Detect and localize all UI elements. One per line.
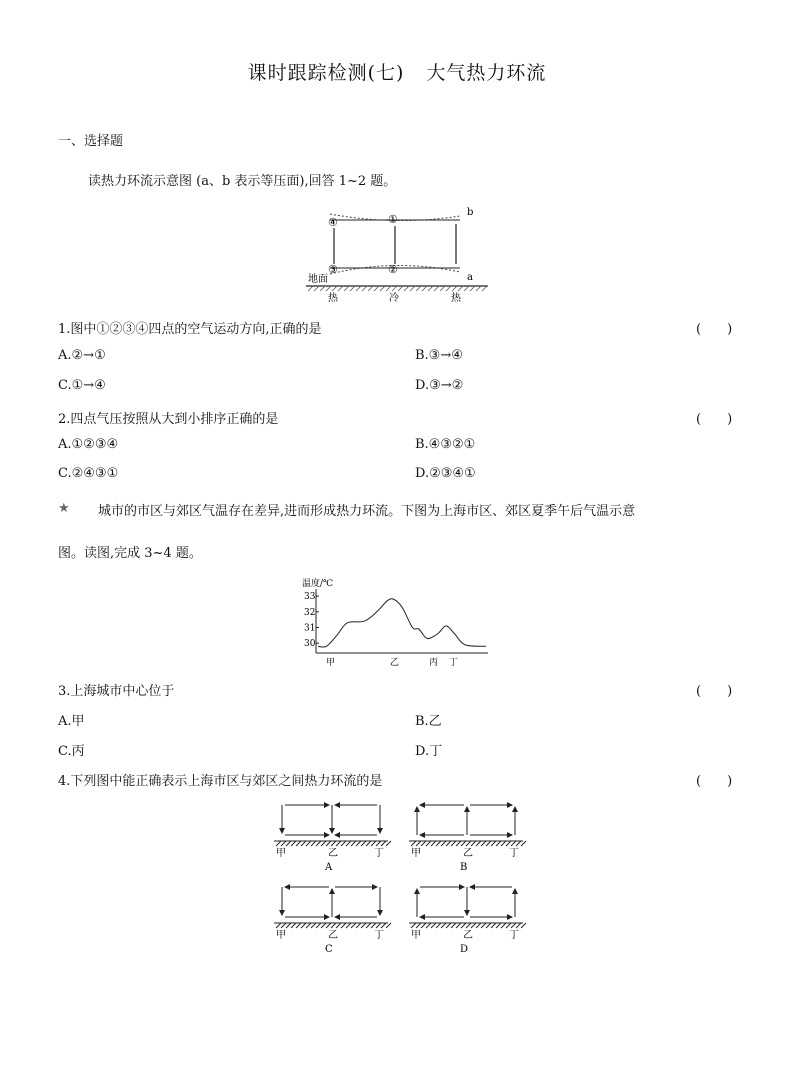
- ground-hatch: [511, 841, 516, 846]
- ground-label-jia: 甲: [411, 848, 421, 859]
- ground-hatch: [446, 841, 451, 846]
- y-tick-label-30: 30: [304, 639, 316, 650]
- ground-hatch: [456, 841, 461, 846]
- ground-label-jia: 甲: [411, 930, 421, 941]
- star-icon: ★: [58, 501, 70, 516]
- ground-hatch: [376, 841, 381, 846]
- ground-hatch: [336, 841, 341, 846]
- ground-label-yi: 乙: [463, 848, 473, 859]
- ground-cold: 冷: [389, 293, 399, 302]
- chart-xlabel-bing: 丙: [429, 658, 439, 668]
- y-tick-label-32: 32: [304, 607, 316, 618]
- ground-hatch: [351, 841, 356, 846]
- ground-hatch: [291, 841, 296, 846]
- ground-hatch: [346, 923, 351, 928]
- ground-label-ding: 丁: [374, 930, 384, 941]
- q1-option-b[interactable]: B.③→④: [415, 348, 463, 363]
- y-tick-label-33: 33: [304, 592, 316, 603]
- q1-option-a[interactable]: A.②→①: [58, 348, 106, 363]
- chart-xlabel-yi: 乙: [390, 658, 400, 668]
- point-3-label: ③: [328, 263, 338, 276]
- ground-hatch: [416, 841, 421, 846]
- ground-hatch: [276, 841, 281, 846]
- q1-option-d[interactable]: D.③→②: [415, 378, 464, 393]
- option-label-D[interactable]: D: [460, 944, 469, 955]
- ground-hatch: [421, 841, 426, 846]
- ground-hatch: [301, 923, 306, 928]
- ground-hatch: [461, 841, 466, 846]
- q2-option-b[interactable]: B.④③②①: [415, 437, 476, 452]
- ground-hatch: [296, 841, 301, 846]
- ground-hatch: [436, 841, 441, 846]
- option-panel-A: [274, 805, 391, 873]
- ground-hatch: [451, 841, 456, 846]
- page-title: [0, 58, 794, 85]
- question-2-answer-slot[interactable]: ( ): [696, 412, 733, 427]
- ground-label-yi: 乙: [328, 848, 338, 859]
- ground-hatch: [511, 923, 516, 928]
- ground-hatch: [466, 923, 471, 928]
- ground-hatch: [286, 923, 291, 928]
- ground-hatch: [451, 923, 456, 928]
- reading-passage-line1: 城市的市区与郊区气温存在差异,进而形成热力环流。下图为上海市区、郊区夏季午后气温示意: [98, 504, 636, 519]
- ground-label: 地面: [308, 274, 328, 285]
- ground-hatch: [326, 841, 331, 846]
- q3-option-c[interactable]: C.丙: [58, 744, 85, 759]
- ground-label-jia: 甲: [276, 848, 286, 859]
- option-panel-B: [409, 805, 526, 873]
- ground-label-yi: 乙: [463, 930, 473, 941]
- ground-hatch: [421, 923, 426, 928]
- ground-hatch: [426, 923, 431, 928]
- ground-hatch: [501, 841, 506, 846]
- ground-hatch: [351, 923, 356, 928]
- isobar-a-label: a: [467, 272, 473, 283]
- option-panel-C: [274, 887, 391, 955]
- ground-hatch: [521, 923, 526, 928]
- ground-hatch: [366, 923, 371, 928]
- ground-hatch: [371, 841, 376, 846]
- ground-hatch: [286, 841, 291, 846]
- ground-hatch: [416, 923, 421, 928]
- ground-hot-left: 热: [328, 293, 338, 302]
- point-1-label: ①: [388, 213, 398, 226]
- ground-hatch: [436, 923, 441, 928]
- q2-option-d[interactable]: D.②③④①: [415, 466, 476, 481]
- ground-hatch: [491, 841, 496, 846]
- ground-hatch: [471, 923, 476, 928]
- ground-hatch: [311, 923, 316, 928]
- chart-xlabel-ding: 丁: [449, 658, 459, 668]
- ground-hatch: [311, 841, 316, 846]
- ground-hatch: [441, 841, 446, 846]
- question-3-stem: 3.上海城市中心位于: [58, 684, 175, 699]
- ground-hatch: [431, 841, 436, 846]
- question-2-stem: 2.四点气压按照从大到小排序正确的是: [58, 412, 279, 427]
- ground-hatch: [481, 923, 486, 928]
- point-2-label: ②: [388, 263, 398, 276]
- reading-passage-line2: 图。读图,完成 3~4 题。: [58, 546, 202, 561]
- circulation-options-figure: [270, 795, 530, 965]
- ground-hatch: [476, 841, 481, 846]
- ground-hatch: [516, 841, 521, 846]
- question-1-stem: 1.图中①②③④四点的空气运动方向,正确的是: [58, 322, 322, 337]
- ground-hatch: [476, 923, 481, 928]
- ground-hatch: [516, 923, 521, 928]
- ground-hatch: [486, 923, 491, 928]
- ground-hatch: [316, 923, 321, 928]
- ground-hatch: [316, 841, 321, 846]
- question-1-answer-slot[interactable]: ( ): [696, 322, 733, 337]
- ground-hatch: [376, 923, 381, 928]
- ground-hatch: [521, 841, 526, 846]
- q3-option-b[interactable]: B.乙: [415, 714, 442, 729]
- ground-hatch: [361, 841, 366, 846]
- chart-ylabel: 温度/℃: [302, 579, 334, 589]
- ground-hatch: [356, 923, 361, 928]
- ground-hatch: [486, 841, 491, 846]
- ground-hatch: [471, 841, 476, 846]
- section-heading: 一、选择题: [58, 134, 124, 149]
- isobar-b-label: b: [467, 207, 474, 218]
- ground-hatch: [321, 841, 326, 846]
- chart-xlabel-jia: 甲: [326, 658, 336, 668]
- ground-hatch: [326, 923, 331, 928]
- ground-hatch: [366, 841, 371, 846]
- ground-hatch: [411, 841, 416, 846]
- ground-hatch: [331, 841, 336, 846]
- ground-hatch: [496, 841, 501, 846]
- ground-hatch: [491, 923, 496, 928]
- ground-hatch: [446, 923, 451, 928]
- ground-label-ding: 丁: [374, 848, 384, 859]
- ground-hatch: [441, 923, 446, 928]
- ground-hatch: [411, 923, 416, 928]
- ground-hatch: [336, 923, 341, 928]
- ground-label-yi: 乙: [328, 930, 338, 941]
- ground-hatch: [481, 841, 486, 846]
- ground-hatch: [341, 841, 346, 846]
- ground-label-jia: 甲: [276, 930, 286, 941]
- ground-hatch: [296, 923, 301, 928]
- ground-hatch: [281, 923, 286, 928]
- ground-label-ding: 丁: [509, 848, 519, 859]
- q2-option-a[interactable]: A.①②③④: [58, 437, 119, 452]
- ground-hatch: [281, 841, 286, 846]
- ground-hatch: [461, 923, 466, 928]
- q3-option-a[interactable]: A.甲: [58, 714, 85, 729]
- ground-hatch: [456, 923, 461, 928]
- point-4-label: ④: [328, 216, 338, 229]
- ground-hatch: [301, 841, 306, 846]
- question-4-stem: 4.下列图中能正确表示上海市区与郊区之间热力环流的是: [58, 774, 383, 789]
- ground-hatch: [356, 841, 361, 846]
- ground-hatch: [276, 923, 281, 928]
- y-tick-label-31: 31: [304, 623, 316, 634]
- q3-option-d[interactable]: D.丁: [415, 744, 443, 759]
- ground-hatch: [381, 841, 386, 846]
- question-4-answer-slot[interactable]: ( ): [696, 774, 733, 789]
- ground-hatch: [496, 923, 501, 928]
- ground-hatch: [341, 923, 346, 928]
- ground-hatch: [346, 841, 351, 846]
- ground-label-ding: 丁: [509, 930, 519, 941]
- ground-hatch: [306, 841, 311, 846]
- ground-hatch: [506, 923, 511, 928]
- ground-hatch: [371, 923, 376, 928]
- ground-hatch: [291, 923, 296, 928]
- ground-hatch: [321, 923, 326, 928]
- ground-hatch: [426, 841, 431, 846]
- title-main: 课时跟踪检测(七): [247, 62, 405, 84]
- ground-hatch: [381, 923, 386, 928]
- ground-hatch: [306, 923, 311, 928]
- ground-hatch: [506, 841, 511, 846]
- ground-hatch: [361, 923, 366, 928]
- intro-text-1: 读热力环流示意图 (a、b 表示等压面),回答 1~2 题。: [88, 174, 397, 189]
- ground-hatch: [331, 923, 336, 928]
- option-panel-D: [409, 887, 526, 955]
- ground-hot-right: 热: [451, 293, 461, 302]
- q1-option-c[interactable]: C.①→④: [58, 378, 106, 393]
- ground-hatch: [308, 286, 487, 291]
- thermal-circulation-figure: [300, 202, 500, 302]
- temperature-chart: [298, 575, 492, 670]
- q2-option-c[interactable]: C.②④③①: [58, 466, 119, 481]
- ground-hatch: [386, 923, 391, 928]
- temperature-series-line: [318, 599, 486, 647]
- ground-hatch: [431, 923, 436, 928]
- option-label-B[interactable]: B: [460, 862, 468, 873]
- ground-hatch: [466, 841, 471, 846]
- option-label-A[interactable]: A: [325, 862, 333, 873]
- title-sub: 大气热力环流: [426, 62, 547, 84]
- option-label-C[interactable]: C: [325, 944, 333, 955]
- ground-hatch: [501, 923, 506, 928]
- question-3-answer-slot[interactable]: ( ): [696, 684, 733, 699]
- ground-hatch: [386, 841, 391, 846]
